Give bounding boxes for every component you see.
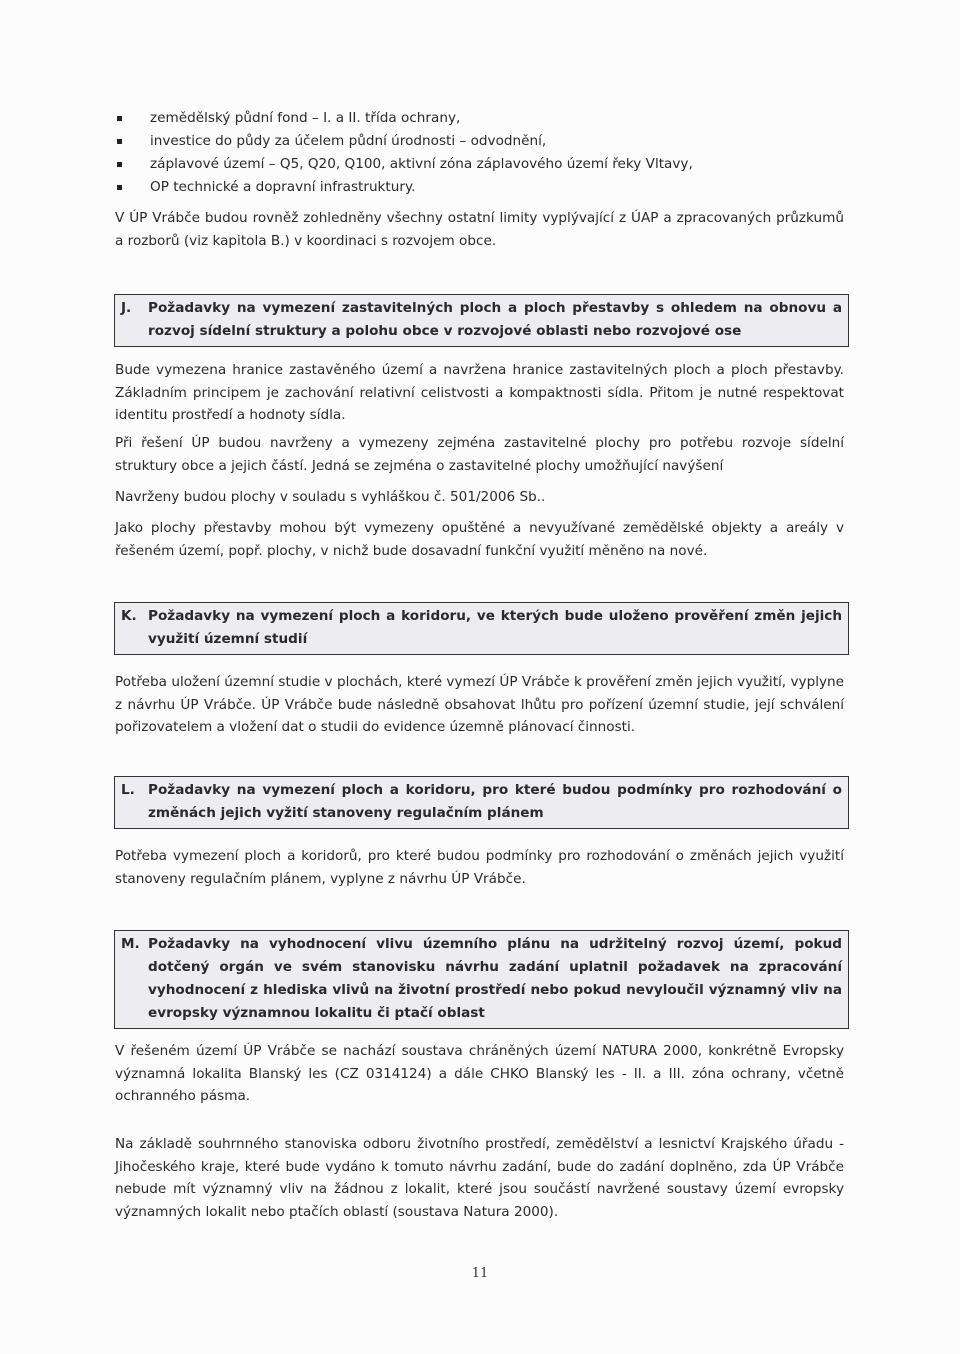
- bullet-item: zemědělský půdní fond – I. a II. třída ochrany,: [115, 107, 693, 130]
- section-title: Požadavky na vyhodnocení vlivu územního plánu na udržitelný rozvoj území, pokud dotčený orgán ve svém stanovisku návrhu zadání uplatnil požadavek na zpracování vyhodnocení z hlediska vlivů na životní prostředí nebo pokud nevyloučil významný vliv na evropsky významnou lokalitu či ptačí oblast: [148, 936, 842, 1021]
- limits-paragraph: V ÚP Vrábče budou rovněž zohledněny všechny ostatní limity vyplývající z ÚAP a zpracovaných průzkumů a rozborů (viz kapitola B.) v koordinaci s rozvojem obce.: [115, 210, 844, 249]
- section-j-paragraph-3: Navrženy budou plochy v souladu s vyhláškou č. 501/2006 Sb..: [115, 489, 546, 505]
- section-title: Požadavky na vymezení ploch a koridoru, pro které budou podmínky pro rozhodování o změnách jejich vyžití stanoveny regulačním plánem: [148, 782, 842, 821]
- section-m-paragraph-1: V řešeném území ÚP Vrábče se nachází soustava chráněných území NATURA 2000, konkrétně Evropsky významná lokalita Blanský les (CZ 0314124) a dále CHKO Blanský les - II. a III. zóna ochrany, včetně ochranného pásma.: [115, 1043, 844, 1104]
- limits-bullet-list: [115, 107, 693, 199]
- bullet-item: investice do půdy za účelem půdní úrodnosti – odvodnění,: [115, 130, 693, 153]
- section-l-paragraph-1: Potřeba vymezení ploch a koridorů, pro které budou podmínky pro rozhodování o změnách jejich využití stanoveny regulačním plánem, vyplyne z návrhu ÚP Vrábče.: [115, 848, 844, 887]
- section-letter: K.: [121, 608, 137, 624]
- section-j-heading: [114, 294, 849, 347]
- section-letter: M.: [121, 936, 140, 952]
- section-title: Požadavky na vymezení zastavitelných ploch a ploch přestavby s ohledem na obnovu a rozvoj sídelní struktury a polohu obce v rozvojové oblasti nebo rozvojové ose: [148, 300, 842, 339]
- section-j-paragraph-4: Jako plochy přestavby mohou být vymezeny opuštěné a nevyužívané zemědělské objekty a areály v řešeném území, popř. plochy, v nichž bude dosavadní funkční využití měněno na nové.: [115, 520, 844, 559]
- page-number: 11: [471, 1266, 489, 1281]
- section-m-heading: [114, 930, 849, 1029]
- section-letter: L.: [121, 782, 135, 798]
- section-k-heading: [114, 602, 849, 655]
- bullet-item: záplavové území – Q5, Q20, Q100, aktivní zóna záplavového území řeky Vltavy,: [115, 153, 693, 176]
- section-j-paragraph-2: Při řešení ÚP budou navrženy a vymezeny zejména zastavitelné plochy pro potřebu rozvoje sídelní struktury obce a jejich částí. Jedná se zejména o zastavitelné plochy umožňující navýšení: [115, 435, 844, 474]
- section-title: Požadavky na vymezení ploch a koridoru, ve kterých bude uloženo prověření změn jejich využití územní studií: [148, 608, 842, 647]
- section-j-paragraph-1: Bude vymezena hranice zastavěného území a navržena hranice zastavitelných ploch a ploch přestavby. Základním principem je zachování relativní celistvosti a kompaktnosti sídla. Přitom je nutné respektovat identitu prostředí a hodnoty sídla.: [115, 362, 844, 423]
- bullet-item: OP technické a dopravní infrastruktury.: [115, 176, 693, 199]
- section-k-paragraph-1: Potřeba uložení územní studie v plochách, které vymezí ÚP Vrábče k prověření změn jejich využití, vyplyne z návrhu ÚP Vrábče. ÚP Vrábče bude následně obsahovat lhůtu pro pořízení územní studie, její schválení pořizovatelem a vložení dat o studii do evidence územně plánovací činnosti.: [115, 674, 844, 735]
- section-m-paragraph-2: Na základě souhrnného stanoviska odboru životního prostředí, zemědělství a lesnictví Krajského úřadu - Jihočeského kraje, které bude vydáno k tomuto návrhu zadání, bude do zadání doplněno, zda ÚP Vrábče nebude mít významný vliv na žádnou z lokalit, které jsou součástí navržené soustavy území evropsky významných lokalit nebo ptačích oblastí (soustava Natura 2000).: [115, 1136, 844, 1220]
- section-letter: J.: [121, 300, 132, 316]
- section-l-heading: [114, 776, 849, 829]
